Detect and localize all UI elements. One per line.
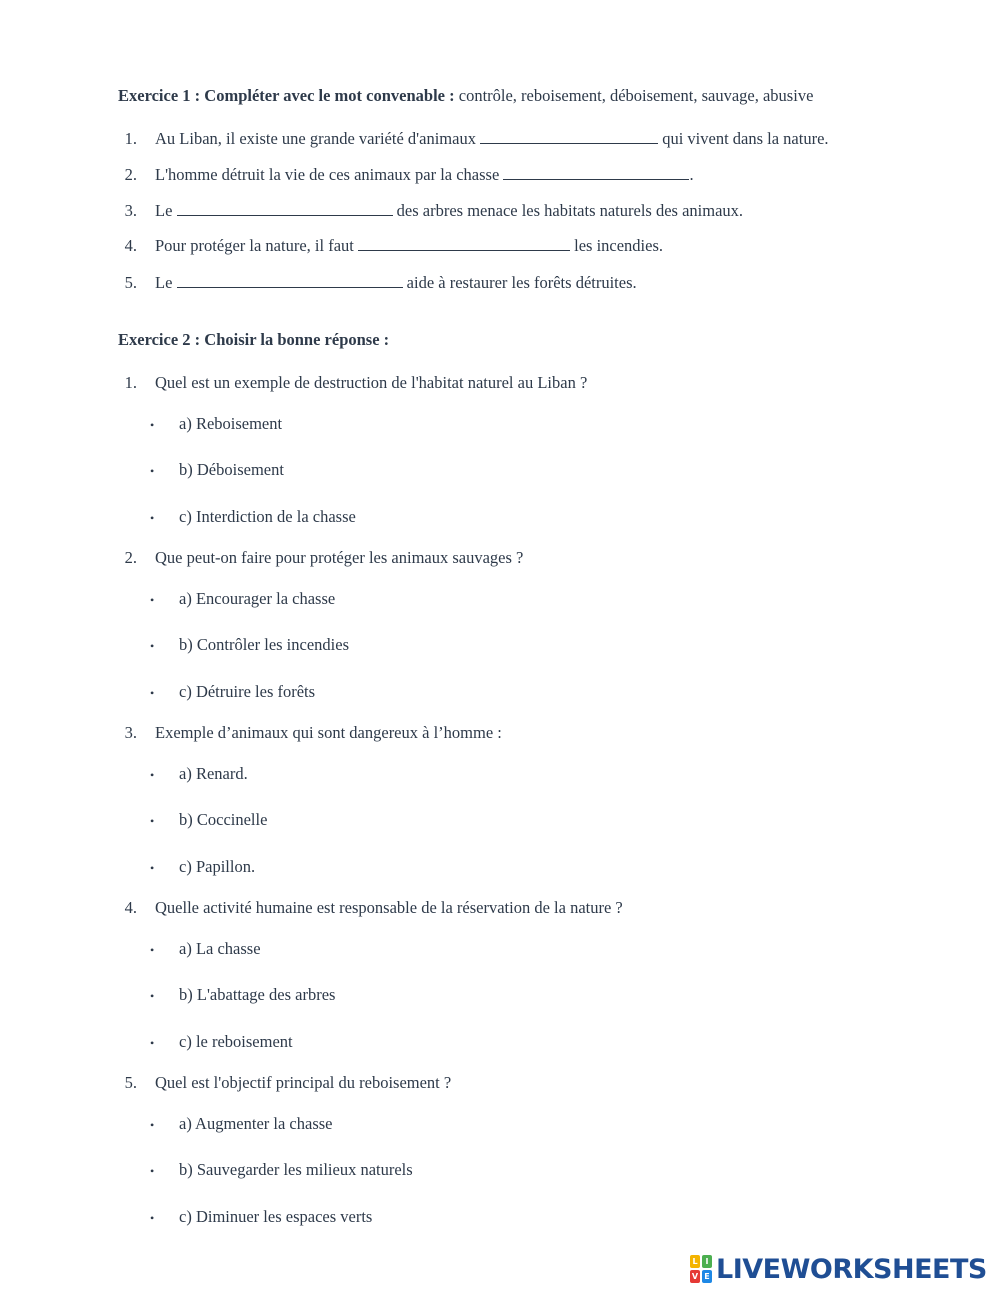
question-text: Quel est l'objectif principal du reboisement ? [155, 1073, 452, 1092]
logo-letter-i: I [702, 1255, 712, 1268]
option-label: c) le reboisement [179, 1032, 293, 1051]
bullet-icon: • [150, 814, 155, 828]
bullet-icon: • [150, 989, 155, 1003]
item-number: 3. [124, 201, 137, 220]
item-text-after: des arbres menace les habitats naturels des animaux. [392, 201, 744, 220]
item-text-before: Le [155, 273, 177, 292]
item-text-before: L'homme détruit la vie de ces animaux par la chasse [155, 165, 504, 184]
logo-mark-icon [690, 1255, 712, 1283]
option-label: a) Encourager la chasse [179, 589, 336, 608]
option-label: b) Sauvegarder les milieux naturels [179, 1160, 413, 1179]
item-text-after: aide à restaurer les forêts détruites. [402, 273, 637, 292]
exercise2-title: Exercice 2 : Choisir la bonne réponse : [118, 330, 390, 349]
logo-text: LIVEWORKSHEETS [716, 1253, 987, 1285]
option-label: b) L'abattage des arbres [179, 985, 336, 1004]
blank-field-1[interactable] [480, 131, 658, 144]
bullet-icon: • [150, 943, 155, 957]
option-label: a) Renard. [179, 764, 248, 783]
question-number: 2. [124, 548, 137, 567]
blank-field-3[interactable] [177, 203, 393, 216]
bullet-icon: • [150, 768, 155, 782]
bullet-icon: • [150, 861, 155, 875]
bullet-icon: • [150, 639, 155, 653]
bullet-icon: • [150, 593, 155, 607]
bullet-icon: • [150, 686, 155, 700]
bullet-icon: • [150, 1211, 155, 1225]
option-label: c) Diminuer les espaces verts [179, 1207, 373, 1226]
bullet-icon: • [150, 511, 155, 525]
option-label: b) Coccinelle [179, 810, 268, 829]
item-number: 5. [124, 273, 137, 292]
option-label: b) Déboisement [179, 460, 284, 479]
option-label: a) Reboisement [179, 414, 283, 433]
question-text: Quel est un exemple de destruction de l'habitat naturel au Liban ? [155, 373, 588, 392]
question-number: 3. [124, 723, 137, 742]
bullet-icon: • [150, 1164, 155, 1178]
question-text: Exemple d’animaux qui sont dangereux à l’homme : [155, 723, 502, 742]
logo-letter-l: L [690, 1255, 700, 1268]
item-text-before: Pour protéger la nature, il faut [155, 236, 358, 255]
exercise1-wordbank: contrôle, reboisement, déboisement, sauvage, abusive [454, 86, 814, 105]
option-label: b) Contrôler les incendies [179, 635, 349, 654]
question-number: 4. [124, 898, 137, 917]
item-number: 1. [124, 129, 137, 148]
logo-letter-v: V [691, 1272, 699, 1281]
item-number: 4. [124, 236, 137, 255]
blank-field-5[interactable] [177, 275, 403, 288]
exercise1-heading [118, 86, 813, 106]
item-text-after: qui vivent dans la nature. [658, 129, 829, 148]
question-number: 1. [124, 373, 137, 392]
exercise2-heading [118, 330, 389, 350]
question-number: 5. [124, 1073, 137, 1092]
option-label: a) La chasse [179, 939, 261, 958]
bullet-icon: • [150, 464, 155, 478]
logo-letter-e: E [702, 1270, 712, 1283]
liveworksheets-logo[interactable] [690, 1254, 987, 1284]
item-number: 2. [124, 165, 137, 184]
blank-field-4[interactable] [358, 238, 570, 251]
item-text-before: Au Liban, il existe une grande variété d'animaux [155, 129, 481, 148]
option-label: c) Détruire les forêts [179, 682, 316, 701]
exercise1-title: Exercice 1 : Compléter avec le mot convenable : [118, 86, 455, 105]
question-text: Que peut-on faire pour protéger les animaux sauvages ? [155, 548, 524, 567]
bullet-icon: • [150, 1118, 155, 1132]
option-label: c) Interdiction de la chasse [179, 507, 356, 526]
blank-field-2[interactable] [503, 167, 689, 180]
option-label: a) Augmenter la chasse [179, 1114, 333, 1133]
option-label: c) Papillon. [179, 857, 256, 876]
bullet-icon: • [150, 1036, 155, 1050]
bullet-icon: • [150, 418, 155, 432]
item-text-after: . [689, 165, 694, 184]
item-text-after: les incendies. [569, 236, 663, 255]
item-text-before: Le [155, 201, 177, 220]
question-text: Quelle activité humaine est responsable de la réservation de la nature ? [155, 898, 623, 917]
